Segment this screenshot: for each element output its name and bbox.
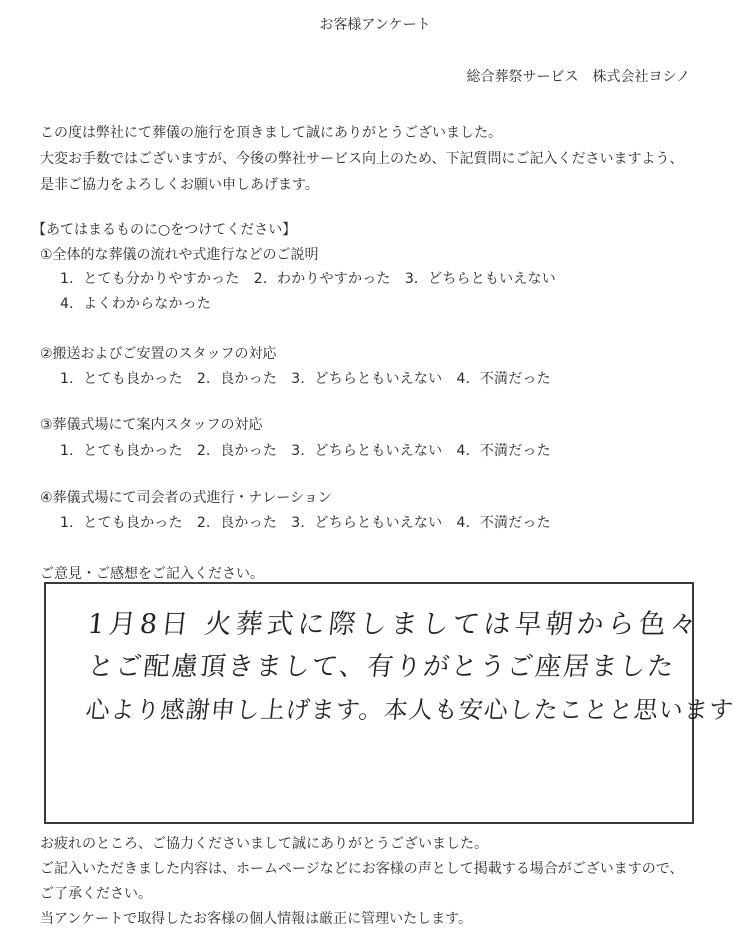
question-4-options: 1．とても良かった 2．良かった 3．どちらともいえない 4．不満だった (60, 515, 551, 531)
question-3-options: 1．とても良かった 2．良かった 3．どちらともいえない 4．不満だった (60, 443, 551, 459)
question-2-options: 1．とても良かった 2．良かった 3．どちらともいえない 4．不満だった (60, 371, 551, 387)
intro-line: この度は弊社にて葬儀の施行を頂きまして誠にありがとうございました。 (40, 125, 502, 141)
handwritten-comment-line: とご配慮頂きまして、有りがとうご座居ました (86, 652, 677, 682)
footer-line: 当アンケートで取得したお客様の個人情報は厳正に管理いたします。 (40, 911, 473, 927)
footer-line: お疲れのところ、ご協力くださいまして誠にありがとうございました。 (40, 836, 488, 852)
handwritten-comment-line: 1月8日 火葬式に際しましては早朝から色々 (86, 609, 703, 640)
question-2-label: ②搬送およびご安置のスタッフの対応 (40, 346, 277, 362)
intro-line: 是非ご協力をよろしくお願い申しあげます。 (40, 177, 319, 193)
question-1-options: 1．とても分かりやすかった 2．わかりやすかった 3．どちらともいえない (60, 271, 556, 287)
question-3-label: ③葬儀式場にて案内スタッフの対応 (40, 417, 263, 433)
footer-line: ご了承ください。 (40, 886, 152, 902)
comment-box (44, 582, 736, 824)
company-name: 総合葬祭サービス 株式会社ヨシノ (466, 69, 690, 85)
instruction: 【あてはまるものに○をつけてください】 (32, 222, 297, 238)
intro-line: 大変お手数ではございますが、今後の弊社サービス向上のため、下記質問にご記入くださいますよう、 (40, 151, 684, 167)
page-title: お客様アンケート (319, 17, 431, 33)
question-4-label: ④葬儀式場にて司会者の式進行・ナレーション (40, 490, 332, 506)
handwritten-comment-line: 心より感謝申し上げます。本人も安心したことと思います (84, 696, 736, 724)
comment-label: ご意見・ご感想をご記入ください。 (40, 566, 264, 582)
footer-line: ご記入いただきました内容は、ホームページなどにお客様の声として掲載する場合がございますので、 (40, 861, 684, 877)
question-1-options-cont: 4．よくわからなかった (60, 296, 212, 312)
question-1-label: ①全体的な葬儀の流れや式進行などのご説明 (40, 247, 319, 263)
